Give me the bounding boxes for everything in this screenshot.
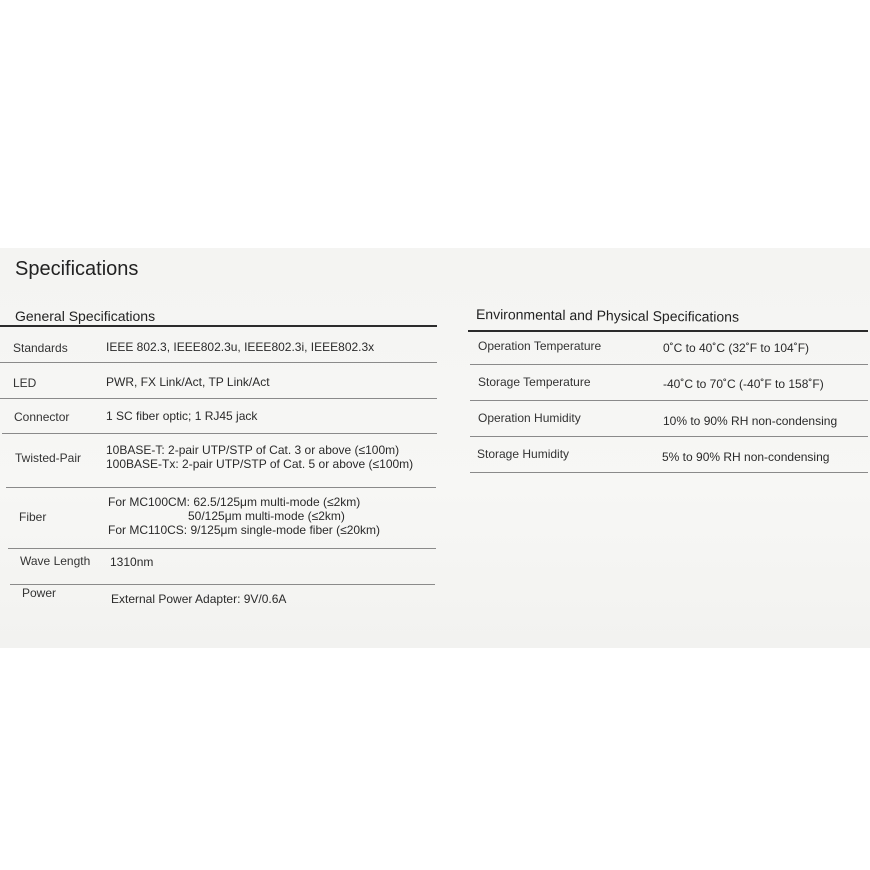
environmental-heading-rule	[468, 330, 868, 332]
general-specs-heading: General Specifications	[15, 308, 156, 324]
row-value-fiber: For MC100CM: 62.5/125μm multi-mode (≤2km) 50/125μm multi-mode (≤2km) For MC110CS: 9/125μm single-mode fiber (≤20km)	[108, 495, 381, 537]
row-label-led: LED	[13, 376, 37, 390]
row-label-storage-temperature: Storage Temperature	[478, 375, 591, 389]
row-value-operation-temperature: 0˚C to 40˚C (32˚F to 104˚F)	[663, 341, 810, 355]
row-divider	[470, 364, 868, 365]
row-divider	[470, 400, 868, 401]
row-label-standards: Standards	[13, 341, 68, 355]
row-value-power: External Power Adapter: 9V/0.6A	[111, 592, 287, 606]
row-divider	[0, 398, 437, 399]
row-label-storage-humidity: Storage Humidity	[477, 447, 570, 461]
row-value-led: PWR, FX Link/Act, TP Link/Act	[106, 375, 270, 389]
row-divider	[470, 472, 868, 473]
row-value-storage-temperature: -40˚C to 70˚C (-40˚F to 158˚F)	[663, 377, 824, 391]
row-divider	[8, 548, 436, 549]
row-divider	[6, 487, 436, 488]
row-divider	[10, 584, 435, 585]
row-label-operation-temperature: Operation Temperature	[478, 339, 602, 353]
row-value-storage-humidity: 5% to 90% RH non-condensing	[662, 450, 830, 464]
row-label-fiber: Fiber	[19, 510, 47, 524]
row-divider	[0, 362, 437, 363]
row-label-wave-length: Wave Length	[20, 554, 91, 568]
row-label-power: Power	[22, 586, 57, 600]
row-label-connector: Connector	[14, 410, 70, 424]
row-value-operation-humidity: 10% to 90% RH non-condensing	[663, 414, 838, 428]
row-value-connector: 1 SC fiber optic; 1 RJ45 jack	[106, 409, 258, 423]
row-divider	[470, 436, 868, 437]
row-divider	[2, 433, 437, 434]
general-heading-rule	[0, 325, 437, 327]
row-value-wave-length: 1310nm	[110, 555, 154, 569]
row-label-twisted-pair: Twisted-Pair	[15, 451, 82, 465]
row-value-standards: IEEE 802.3, IEEE802.3u, IEEE802.3i, IEEE802.3x	[106, 340, 375, 354]
row-value-twisted-pair: 10BASE-T: 2-pair UTP/STP of Cat. 3 or above (≤100m) 100BASE-Tx: 2-pair UTP/STP of Cat. 5 or above (≤100m)	[106, 443, 414, 471]
row-label-operation-humidity: Operation Humidity	[478, 411, 581, 425]
page-title: Specifications	[15, 258, 139, 280]
environmental-specs-heading: Environmental and Physical Specifications	[475, 306, 740, 325]
